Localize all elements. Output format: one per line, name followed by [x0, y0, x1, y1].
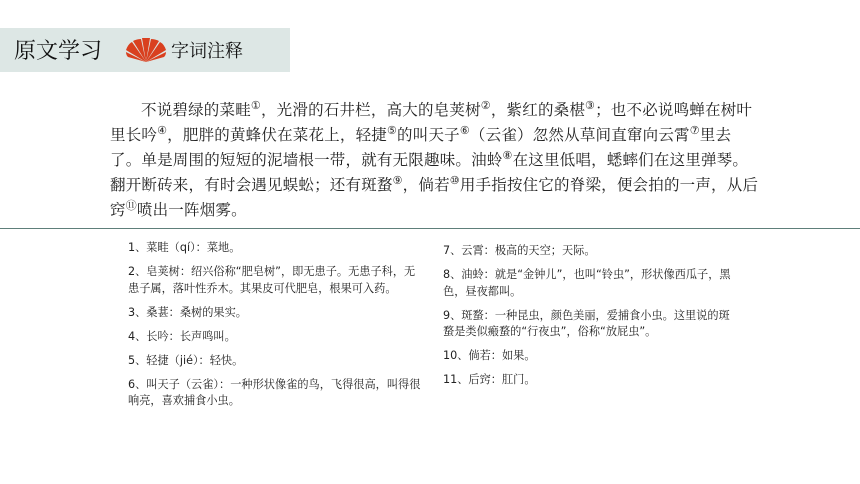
footnote-marker: ⑨: [392, 173, 403, 187]
note-item: 11、后窍：肛门。: [443, 373, 536, 386]
passage-segment: ，肥胖的黄蜂伏在菜花上，轻捷: [167, 126, 387, 144]
passage-segment: ，紫红的桑椹: [490, 101, 586, 119]
note-item: 8、油蛉：就是“金钟儿”，也叫“铃虫”，形状像西瓜子，黑色，昼夜都叫。: [443, 268, 731, 298]
footnote-marker: ⑪: [125, 198, 137, 212]
footnote-marker: ③: [585, 98, 596, 112]
note-item: 5、轻捷（jié）：轻快。: [128, 353, 244, 367]
note-item: 2、皂荚树：绍兴俗称“肥皂树”，即无患子。无患子科，无患子属，落叶性乔木。其果皮可代肥皂，根果可入药。: [128, 265, 416, 295]
note-item: 3、桑葚：桑树的果实。: [128, 305, 247, 319]
footnote-marker: ⑤: [386, 123, 398, 137]
passage-segment: 在这里低唱，蟋蟀们在这里弹琴。翻开断砖来，有时会遇见蜈蚣；还有斑蝥: [110, 151, 749, 194]
section-header: [0, 28, 290, 72]
divider: [0, 228, 860, 229]
passage-segment: 用手指按住它的脊梁，便会拍的一声，从后窍: [110, 176, 759, 219]
note-item: 4、长吟：长声鸣叫。: [128, 329, 236, 343]
passage-segment: 的叫天子: [397, 126, 460, 144]
passage-segment: 不说碧绿的菜畦: [141, 101, 251, 119]
passage-segment: （云雀）忽然从草间直窜向云霄: [469, 126, 690, 144]
notes-left-column: [128, 240, 423, 417]
passage-segment: ；也不必说鸣蝉在树叶里长吟: [110, 101, 753, 144]
section-title: 原文学习: [14, 39, 103, 64]
footnote-marker: ⑥: [459, 123, 470, 137]
passage-text: [110, 98, 760, 223]
footnote-marker: ④: [157, 123, 168, 137]
note-item: 6、叫天子（云雀）：一种形状像雀的鸟，飞得很高，叫得很响亮，喜欢捕食小虫。: [128, 377, 421, 407]
footnote-marker: ⑧: [502, 148, 513, 162]
fan-icon: [124, 38, 168, 68]
footnote-marker: ①: [250, 98, 261, 112]
footnote-marker: ⑩: [449, 173, 460, 187]
notes-right-column: [443, 243, 733, 396]
section-subtitle: 字词注释: [171, 41, 243, 62]
passage-segment: 喷出一阵烟雾。: [136, 201, 247, 219]
note-item: 7、云霄：极高的天空；天际。: [443, 244, 596, 257]
note-item: 9、斑蝥：一种昆虫，颜色美丽，爱捕食小虫。这里说的斑蝥是类似瘢蝥的“行夜虫”，俗称“放屁虫”。: [443, 308, 730, 338]
footnote-marker: ②: [480, 98, 491, 112]
note-item: 10、倘若：如果。: [443, 349, 536, 362]
passage-paragraph: [110, 98, 760, 223]
footnote-marker: ⑦: [689, 123, 700, 137]
passage-segment: ，倘若: [402, 176, 450, 194]
passage-segment: 里去了。单是周围的短短的泥墙根一带，就有无限趣味。油蛉: [110, 126, 732, 169]
note-item: 1、菜畦（qí）：菜地。: [128, 241, 241, 254]
passage-segment: ，光滑的石井栏，高大的皂荚树: [260, 101, 481, 119]
